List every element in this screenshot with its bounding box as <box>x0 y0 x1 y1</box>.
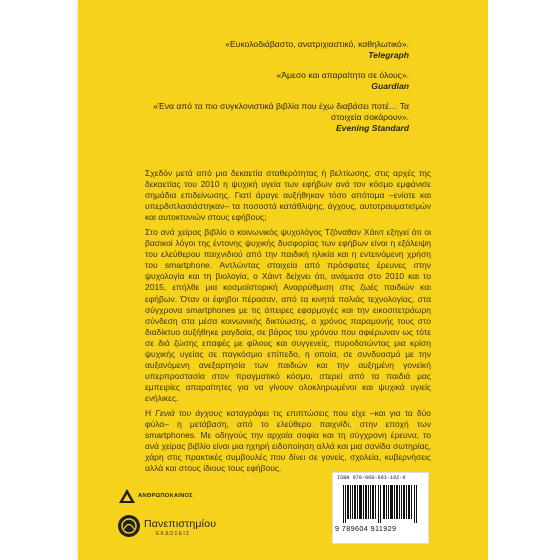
quote-source: Telegraph <box>368 50 409 60</box>
quote-source: Guardian <box>371 81 409 91</box>
imprint-name: ΑΝΘΡΩΠΟΚΑΙΝΟΣ <box>138 493 193 499</box>
publisher-logo-icon <box>118 515 140 537</box>
isbn-label: ISBN 978-960-691-192-9 <box>337 475 406 481</box>
barcode-bars <box>343 485 419 523</box>
publisher-name: Πανεπιστημίου <box>144 518 217 530</box>
triangle-logo-icon <box>119 489 135 503</box>
quote-source: Evening Standard <box>335 123 409 133</box>
blurb-paragraph-3 <box>145 408 431 475</box>
publisher-logo <box>118 515 228 545</box>
praise-quotes <box>147 39 409 143</box>
book-title: Γενιά του άγχους <box>155 408 223 418</box>
imprint-logo <box>119 487 209 517</box>
paragraph-body: καταγράφει τις επιπτώσεις που είχε –και για τα δύο φύλα– η μετάβαση, από το ελεύθερο παιχνίδι, στην εποχή των smartphones. Με οδηγούς την αρχαία σοφία και τη σύγχρονη έρευνα, το ανά χείρας βιβλίο είναι μια ηχηρή ειδοποίηση αλλά και μια σανίδα σωτηρίας, χάρη στις πρακτικές συμβουλές που δίνει σε γονείς, σχολεία, κυβερνήσεις αλλά και στους ίδιους τους εφήβους. <box>145 408 432 474</box>
quote-text: «Ένα από τα πιο συγκλονιστικά βιβλία που έχω διαβάσει ποτέ… Τα στοιχεία σοκάρουν». <box>153 101 409 122</box>
publisher-subtitle: ΕΚΔΟΣΕΙΣ <box>156 531 191 537</box>
isbn-barcode <box>332 472 429 544</box>
blurb-paragraph-2: Στο ανά χείρας βιβλίο ο κοινωνικός ψυχολόγος Τζόναθαν Χάιντ εξηγεί ότι οι βασικοί λόγοι της έντονης ψυχικής δυσφορίας των εφήβων είναι η εξάλειψη του ελεύθερου παιχνιδιού από την παιδική ηλικία και η εντεινόμενη χρήση του smartphone. Αντλώντας στοιχεία από πρόσφατες έρευνες στην ψυχολογία και τη βιολογία, ο Χάιντ δείχνει ότι, ανάμεσα στο 2010 και το 2015, επήλθε μια κοσμοϊστορική Αναρρύθμιση στις ζωές παιδιών και εφήβων. Όταν οι έφηβοι πέρασαν, από τα κινητά παλιάς τεχνολογίας, στα σύγχρονα smartphones με τις άπειρες εφαρμογές και την εικοσιτετράωρη σύνδεση στα μέσα κοινωνικής δικτύωσης, ο χρόνος παραμονής τους στο διαδίκτυο αυξήθηκε ραγδαία, σε βάρος του χρόνου που αφιέρωναν ως τότε σε διά ζώσης επαφές με φίλους και συγγενείς, πυροδοτώντας μια κρίση ψυχικής υγείας σε παγκόσμιο επίπεδο, η οποία, σε συνδυασμό με την αυξανόμενη ανεξαρτησία των παιδιών και την αυξημένη γονεϊκή υπερπροστασία στον πραγματικό κόσμο, στερεί από τα παιδιά μας εμπειρίες απαραίτητες για να γίνουν ολοκληρωμένοι και ψυχικά υγιείς ενήλικες. <box>145 227 431 404</box>
paragraph-lead: Η <box>145 408 156 418</box>
quote-text: «Άμεσο και απαραίτητο σε όλους». <box>276 70 409 80</box>
quote-text: «Ευκολοδιάβαστο, ανατριχιαστικό, καθηλωτικό». <box>225 39 409 49</box>
blurb-paragraph-1: Σχεδόν μετά από μια δεκαετία σταθερότητας ή βελτίωσης, στις αρχές της δεκαετίας του 2010 η ψυχική υγεία των εφήβων ανά τον κόσμο εμφάνισε σημάδια επιδείνωσης. Γιατί άραγε αυξήθηκαν τόσο απότομα –ενίοτε και υπερδιπλασιάστηκαν– τα ποσοστά κατάθλιψης, άγχους, αυτοτραυματισμών και αυτοκτονιών στους εφήβους; <box>145 168 431 223</box>
barcode-number: 9 789604 911929 <box>335 524 397 533</box>
